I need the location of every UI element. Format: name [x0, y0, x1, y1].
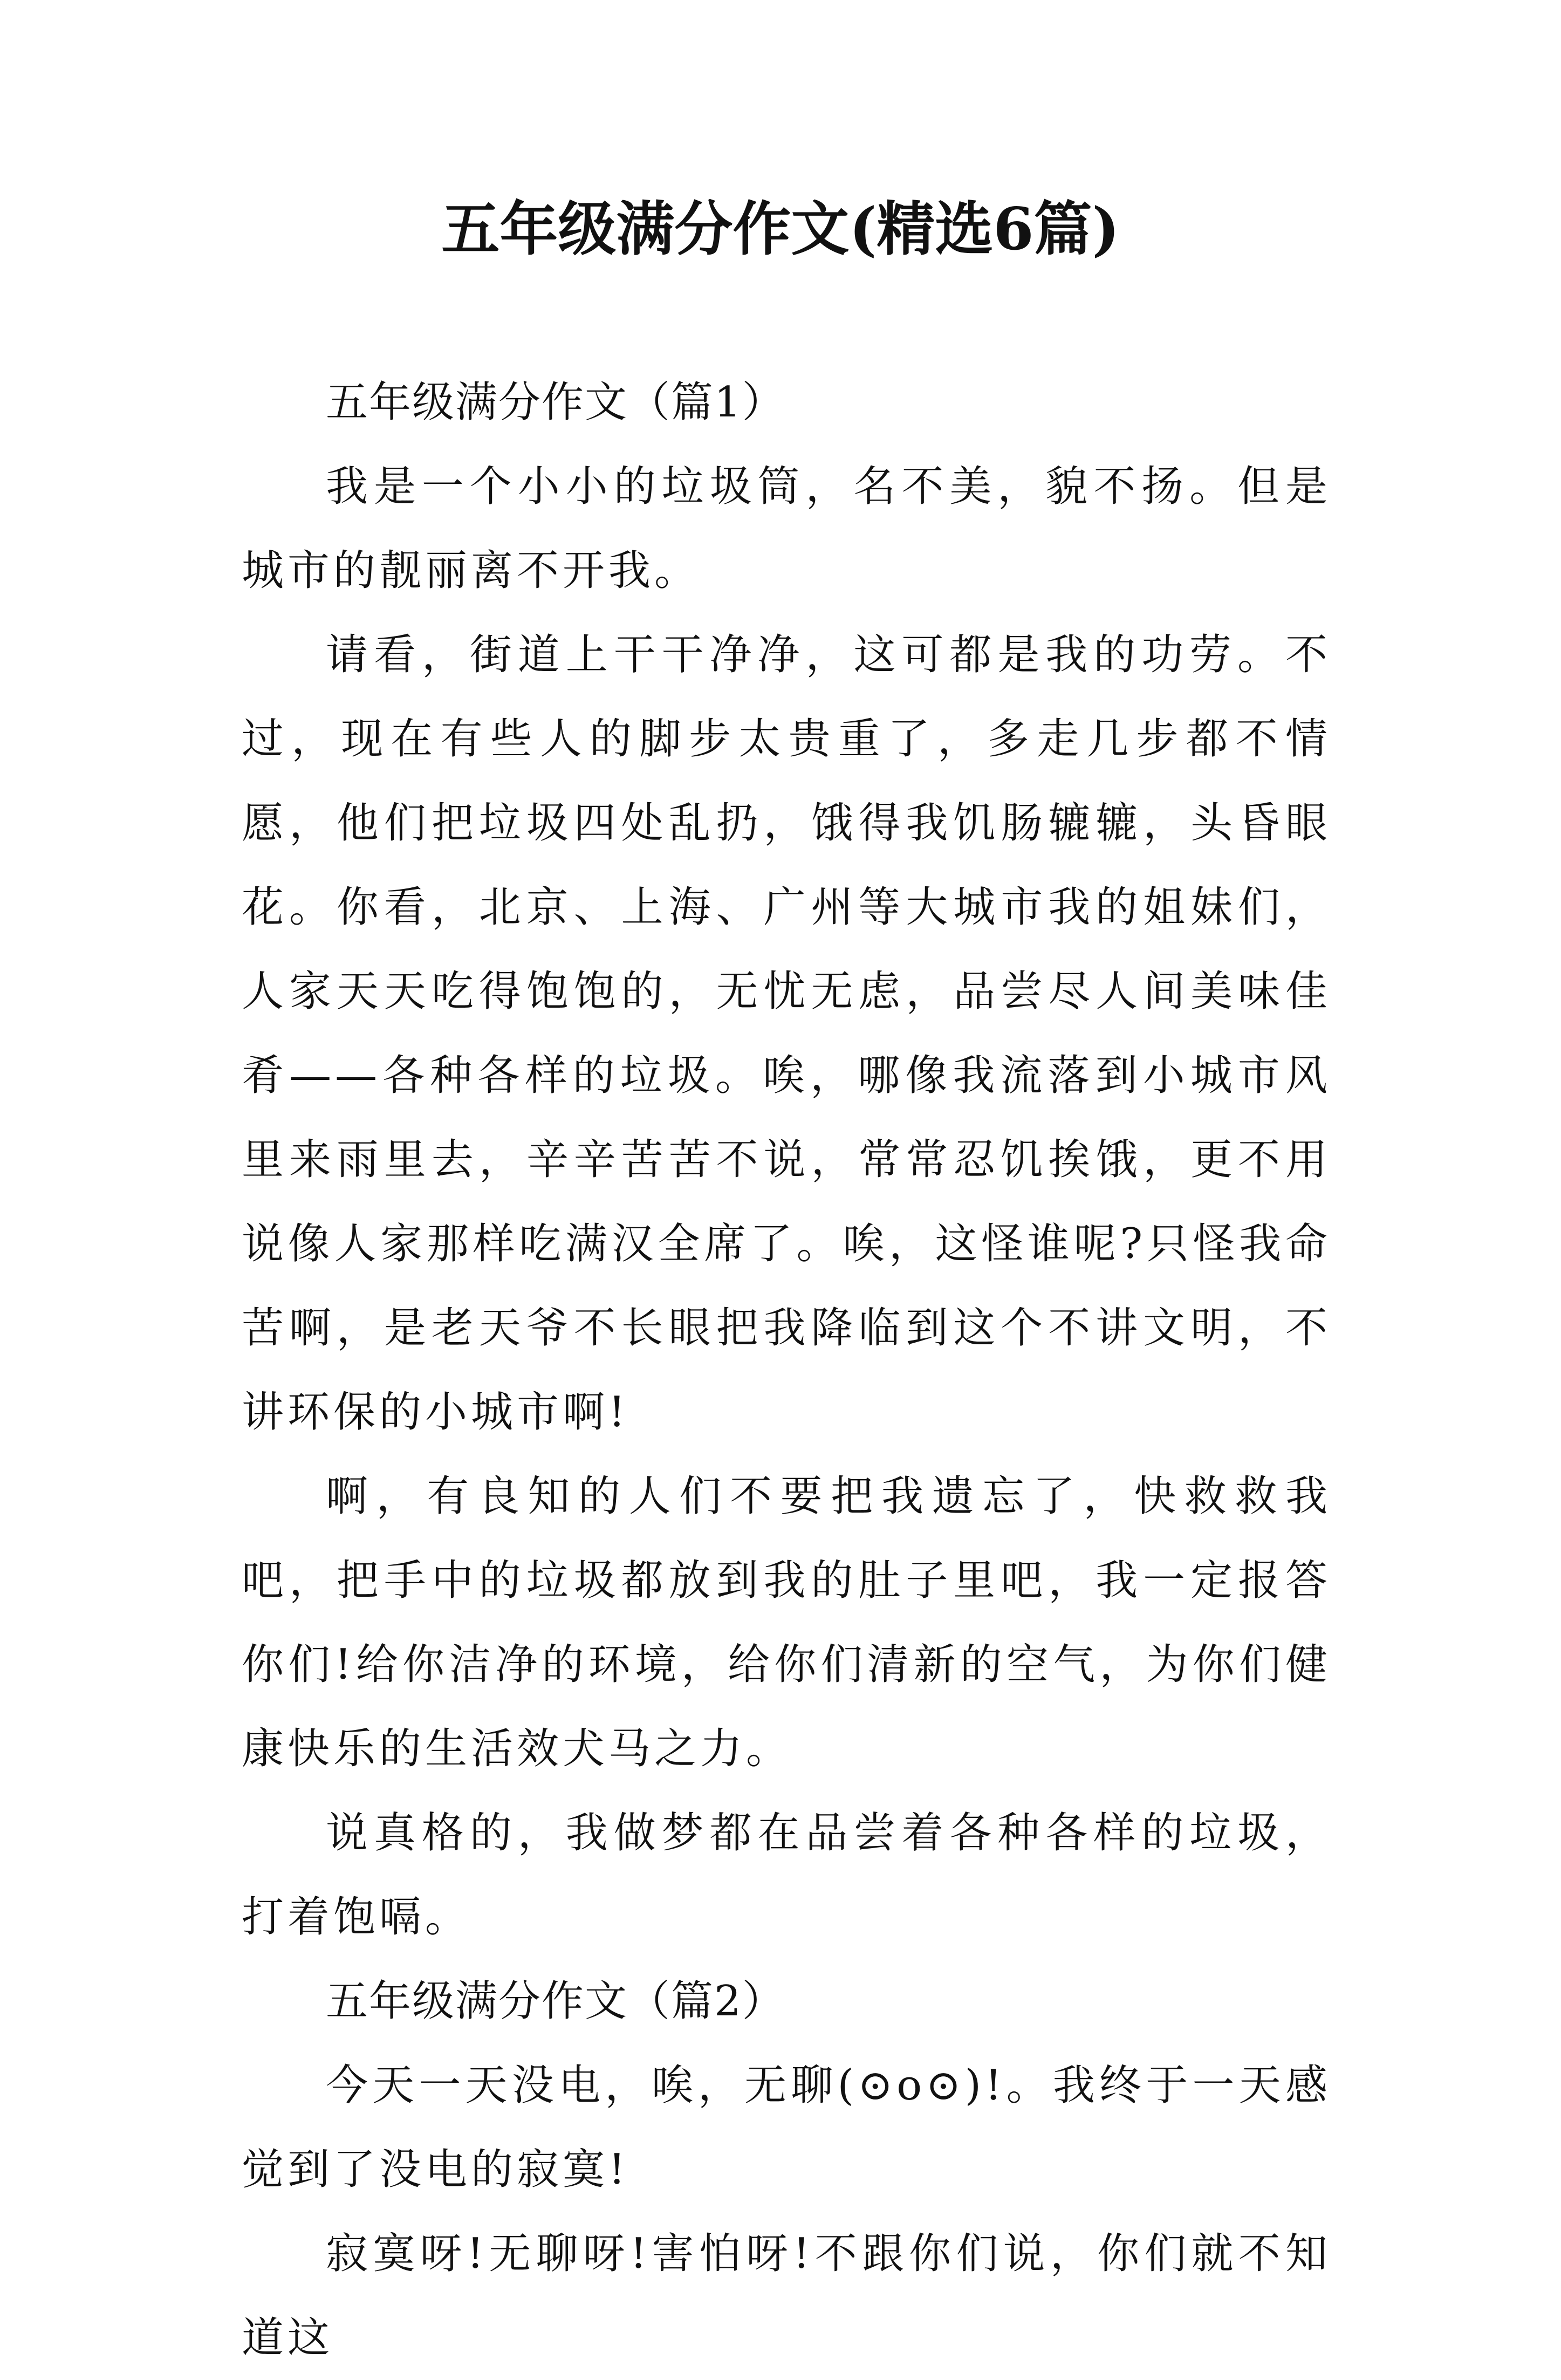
paragraph: 啊，有良知的人们不要把我遗忘了，快救救我吧，把手中的垃圾都放到我的肚子里吧，我一定报答你们!给你洁净的环境，给你们清新的空气，为你们健康快乐的生活效犬马之力。	[242, 1472, 1331, 1773]
paragraph: 我是一个小小的垃圾筒，名不美，貌不扬。但是城市的靓丽离不开我。	[242, 462, 1331, 595]
paragraph: 说真格的，我做梦都在品尝着各种各样的垃圾，打着饱嗝。	[242, 1809, 1331, 1941]
section-heading-2: 五年级满分作文（篇2）	[326, 1977, 785, 2026]
paragraph: 寂寞呀!无聊呀!害怕呀!不跟你们说，你们就不知道这	[242, 2229, 1331, 2362]
paragraph: 今天一天没电，唉，无聊(⊙o⊙)!。我终于一天感觉到了没电的寂寞!	[242, 2061, 1331, 2194]
section-heading-1: 五年级满分作文（篇1）	[326, 378, 785, 427]
paragraph: 请看，街道上干干净净，这可都是我的功劳。不过，现在有些人的脚步太贵重了，多走几步都不情愿，他们把垃圾四处乱扔，饿得我饥肠辘辘，头昏眼花。你看，北京、上海、广州等大城市我的姐妹们，人家天天吃得饱饱的，无忧无虑，品尝尽人间美味佳肴——各种各样的垃圾。唉，哪像我流落到小城市风里来雨里去，辛辛苦苦不说，常常忍饥挨饿，更不用说像人家那样吃满汉全席了。唉，这怪谁呢?只怪我命苦啊，是老天爷不长眼把我降临到这个不讲文明，不讲环保的小城市啊!	[242, 631, 1331, 1437]
document-body	[242, 360, 1331, 2380]
document-title: 五年级满分作文(精选6篇)	[441, 195, 1120, 263]
